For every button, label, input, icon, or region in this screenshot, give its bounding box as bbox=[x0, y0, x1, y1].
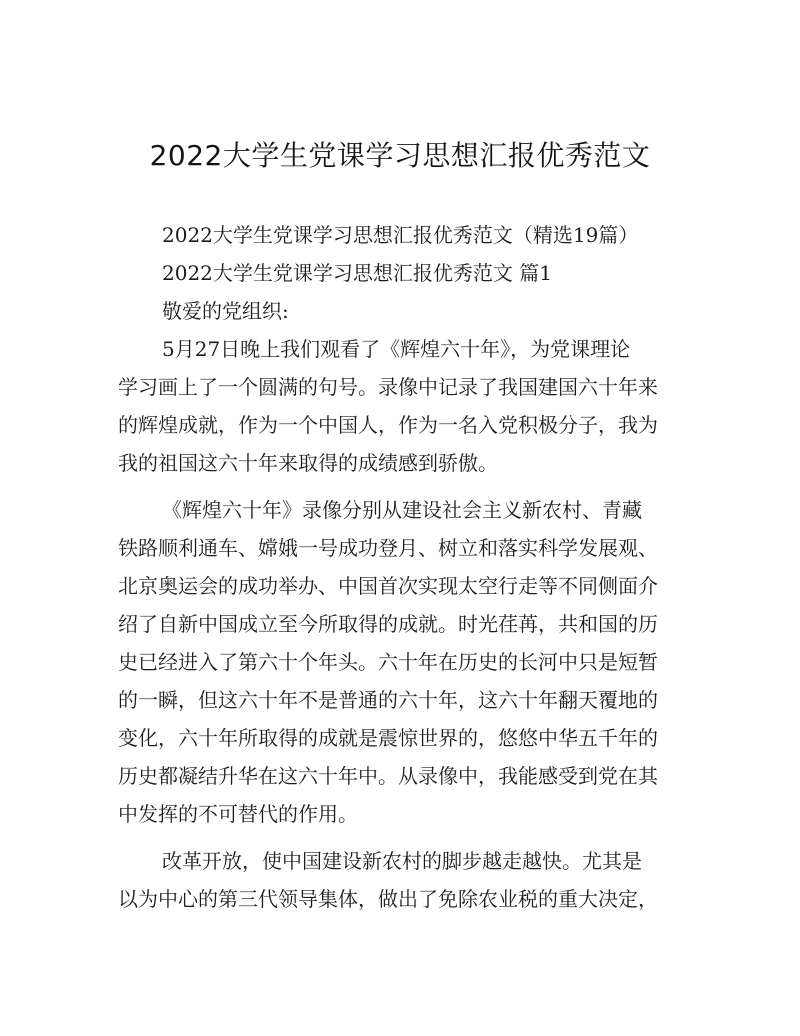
paragraph-line: 历史都凝结升华在这六十年中。从录像中，我能感受到党在其 bbox=[118, 764, 658, 788]
salutation: 敬爱的党组织: bbox=[162, 299, 289, 323]
paragraph-3 bbox=[118, 842, 678, 918]
document-body bbox=[118, 216, 678, 918]
subtitle-line: 2022大学生党课学习思想汇报优秀范文（精选19篇） bbox=[162, 223, 639, 247]
paragraph-line: 绍了自新中国成立至今所取得的成就。时光荏苒，共和国的历 bbox=[118, 612, 658, 636]
document-title: 2022大学生党课学习思想汇报优秀范文 bbox=[149, 139, 651, 172]
paragraph-line: 北京奥运会的成功举办、中国首次实现太空行走等不同侧面介 bbox=[118, 574, 658, 598]
paragraph-line: 我的祖国这六十年来取得的成绩感到骄傲。 bbox=[118, 451, 498, 475]
paragraph-line: 的辉煌成就，作为一个中国人，作为一名入党积极分子，我为 bbox=[118, 413, 658, 437]
paragraph-line: 的一瞬，但这六十年不是普通的六十年，这六十年翻天覆地的 bbox=[118, 688, 658, 712]
paragraph-line: 改革开放，使中国建设新农村的脚步越走越快。尤其是 bbox=[162, 849, 642, 873]
chapter-heading: 2022大学生党课学习思想汇报优秀范文 篇1 bbox=[162, 261, 552, 285]
paragraph-line: 以为中心的第三代领导集体，做出了免除农业税的重大决定， bbox=[118, 887, 658, 911]
paragraph-line: 中发挥的不可替代的作用。 bbox=[118, 802, 358, 826]
paragraph-line: 5月27日晚上我们观看了《辉煌六十年》，为党课理论 bbox=[162, 337, 631, 361]
paragraph-line: 《辉煌六十年》录像分别从建设社会主义新农村、青藏 bbox=[162, 498, 642, 522]
paragraph-line: 学习画上了一个圆满的句号。录像中记录了我国建国六十年来 bbox=[118, 375, 658, 399]
paragraph-2 bbox=[118, 491, 678, 833]
paragraph-line: 铁路顺利通车、嫦娥一号成功登月、树立和落实科学发展观、 bbox=[118, 536, 658, 560]
paragraph-line: 史已经进入了第六十个年头。六十年在历史的长河中只是短暂 bbox=[118, 650, 658, 674]
paragraph-line: 变化，六十年所取得的成就是震惊世界的，悠悠中华五千年的 bbox=[118, 726, 658, 750]
paragraph-1 bbox=[118, 330, 678, 482]
